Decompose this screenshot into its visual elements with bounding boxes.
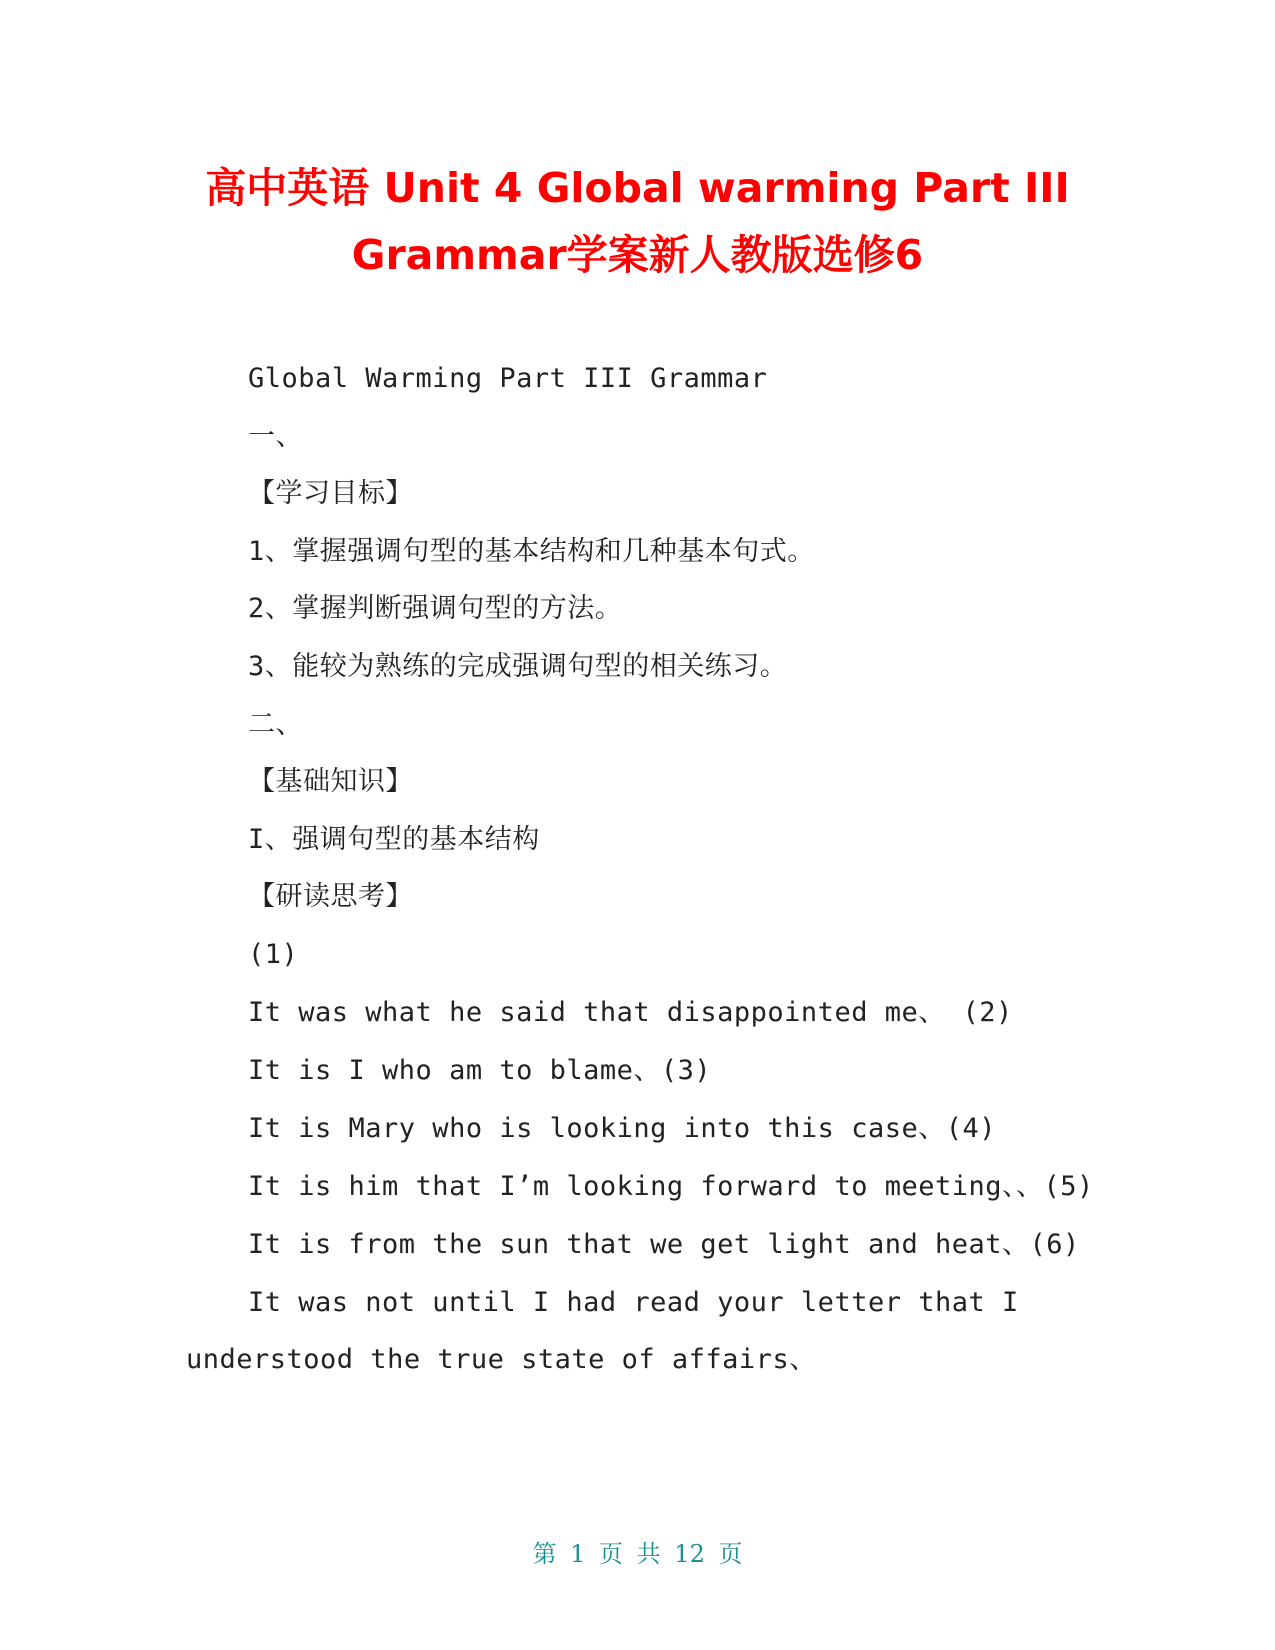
example-sentence: It is Mary who is looking into this case、(4)	[248, 1113, 996, 1144]
basic-knowledge-heading: 【基础知识】	[248, 766, 413, 797]
study-think-heading: 【研读思考】	[248, 881, 413, 912]
learning-goal-1: 1、掌握强调句型的基本结构和几种基本句式。	[248, 536, 815, 567]
document-title-line-2: Grammar学案新人教版选修6	[351, 231, 924, 279]
example-number: (1)	[248, 939, 299, 970]
section-number-1: 一、	[248, 421, 303, 452]
learning-goal-2: 2、掌握判断强调句型的方法。	[248, 593, 623, 624]
example-sentence: It was what he said that disappointed me、 (2)	[248, 997, 1013, 1028]
page-number-footer: 第 1 页 共 12 页	[532, 1540, 743, 1568]
section-heading: Global Warming Part III Grammar	[248, 363, 768, 394]
structure-subheading: I、强调句型的基本结构	[248, 824, 540, 855]
example-sentence: It is from the sun that we get light and heat、(6)	[248, 1229, 1080, 1260]
document-title-line-1: 高中英语 Unit 4 Global warming Part III	[205, 164, 1070, 212]
example-sentence: It is I who am to blame、(3)	[248, 1055, 712, 1086]
example-sentence: It is him that I’m looking forward to meeting、、(5)	[248, 1171, 1094, 1202]
example-sentence-continuation: understood the true state of affairs、	[186, 1344, 817, 1375]
learning-goals-heading: 【学习目标】	[248, 478, 413, 509]
example-sentence: It was not until I had read your letter that I	[248, 1287, 1019, 1318]
section-number-2: 二、	[248, 709, 303, 740]
learning-goal-3: 3、能较为熟练的完成强调句型的相关练习。	[248, 651, 788, 682]
